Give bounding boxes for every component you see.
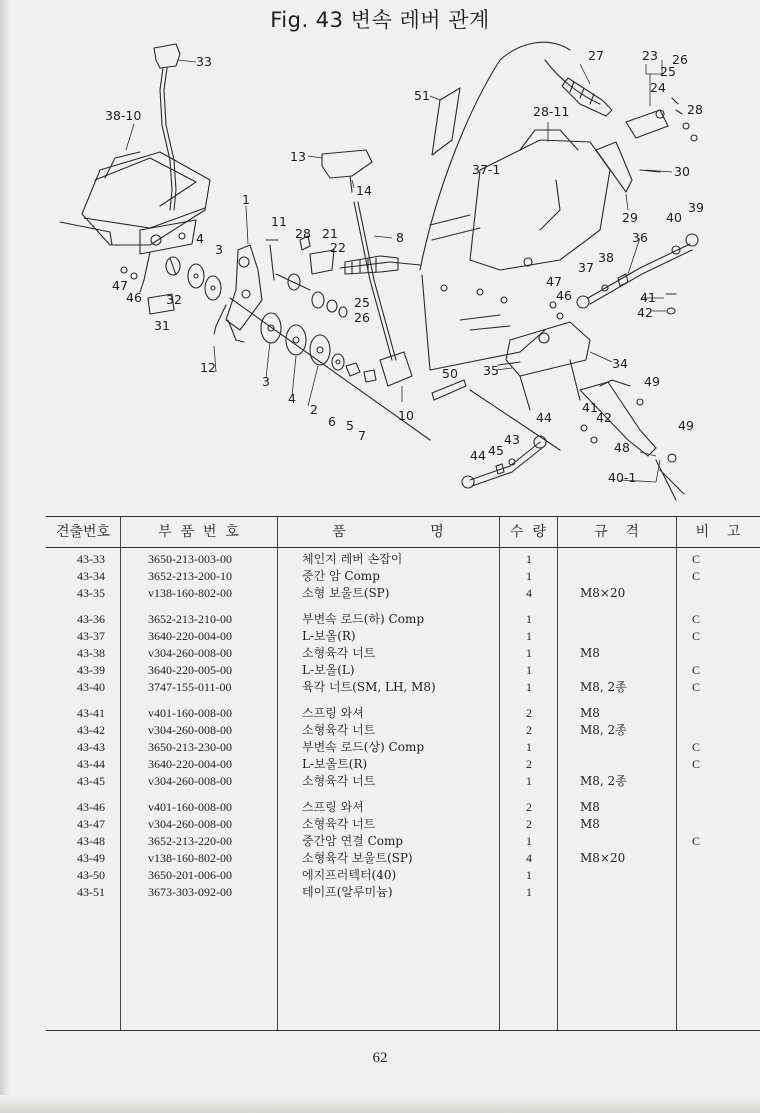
row-qty: 1: [526, 885, 532, 899]
callout-46-left: 46: [126, 290, 142, 305]
callout-28-top: 28: [687, 102, 703, 117]
callout-23: 23: [642, 48, 658, 63]
row-part-no: v138-160-802-00: [148, 851, 232, 865]
row-part-no: v304-260-008-00: [148, 723, 232, 737]
callout-36: 36: [632, 230, 648, 245]
callout-37-1: 37-1: [472, 162, 501, 177]
callout-38: 38: [598, 250, 614, 265]
row-qty: 1: [526, 834, 532, 848]
row-name: 소형육각 너트: [302, 646, 376, 660]
row-note: C: [691, 757, 700, 771]
callout-4-bottom: 4: [288, 391, 296, 406]
row-note: C: [691, 834, 700, 848]
row-qty: 2: [526, 800, 532, 814]
row-qty: 2: [526, 817, 532, 831]
callout-21: 21: [322, 226, 338, 241]
callout-42-right: 42: [637, 305, 653, 320]
callout-26: 26: [672, 52, 688, 67]
row-part-no: 3640-220-004-00: [148, 757, 232, 771]
row-no: 43-37: [77, 629, 105, 643]
table-row: [46, 662, 760, 679]
row-part-no: 3673-303-092-00: [148, 885, 232, 899]
row-name: 소형육각 너트: [302, 774, 376, 788]
table-row: [46, 628, 760, 645]
row-no: 43-51: [77, 885, 105, 899]
row-qty: 1: [526, 552, 532, 566]
callout-51: 51: [414, 88, 430, 103]
callout-37: 37: [578, 260, 594, 275]
row-no: 43-35: [77, 586, 105, 600]
table-row: [46, 568, 760, 585]
table-row: [46, 799, 760, 816]
callout-30: 30: [674, 164, 690, 179]
row-note: C: [691, 680, 700, 694]
callout-3-left: 3: [215, 242, 223, 257]
table-row: [46, 816, 760, 833]
row-part-no: 3652-213-200-10: [148, 569, 232, 583]
row-note: C: [691, 629, 700, 643]
callout-14: 14: [356, 183, 372, 198]
callout-22: 22: [330, 240, 346, 255]
row-note: C: [691, 569, 700, 583]
callout-38-10: 38-10: [105, 108, 142, 123]
callout-46-right: 46: [556, 288, 572, 303]
row-part-no: v138-160-802-00: [148, 586, 232, 600]
row-spec: M8, 2종: [580, 723, 627, 737]
row-no: 43-38: [77, 646, 105, 660]
callout-4-left: 4: [196, 231, 204, 246]
callout-6: 6: [328, 414, 336, 429]
header-qty: 수 량: [510, 524, 546, 540]
callout-41-right: 41: [640, 290, 656, 305]
callout-28-11: 28-11: [533, 104, 570, 119]
callout-12: 12: [200, 360, 216, 375]
row-name: L-보올(L): [302, 663, 355, 677]
row-part-no: 3640-220-004-00: [148, 629, 232, 643]
row-spec: M8×20: [580, 851, 626, 865]
callout-49-top: 49: [644, 374, 660, 389]
header-name: 품 명: [332, 524, 444, 540]
row-no: 43-47: [77, 817, 105, 831]
callout-10: 10: [398, 408, 414, 423]
row-qty: 2: [526, 757, 532, 771]
row-no: 43-50: [77, 868, 105, 882]
row-note: C: [691, 612, 700, 626]
callout-39: 39: [688, 200, 704, 215]
callout-32: 32: [166, 292, 182, 307]
row-qty: 1: [526, 646, 532, 660]
table-row: [46, 833, 760, 850]
row-part-no: 3747-155-011-00: [148, 680, 232, 694]
row-qty: 2: [526, 706, 532, 720]
table-row: [46, 773, 760, 790]
row-name: 육각 너트(SM, LH, M8): [302, 680, 436, 694]
row-note: C: [691, 663, 700, 677]
row-no: 43-33: [77, 552, 105, 566]
row-no: 43-43: [77, 740, 105, 754]
callout-25: 25: [660, 64, 676, 79]
callout-47-right: 47: [546, 274, 562, 289]
figure-title: Fig. 43 변속 레버 관계: [270, 8, 490, 32]
row-qty: 1: [526, 740, 532, 754]
callout-42-bottom: 42: [596, 410, 612, 425]
callout-24: 24: [650, 80, 666, 95]
row-spec: M8: [580, 800, 600, 814]
callout-31: 31: [154, 318, 170, 333]
row-part-no: 3650-213-003-00: [148, 552, 232, 566]
callout-3-bottom: 3: [262, 374, 270, 389]
callout-47-left: 47: [112, 278, 128, 293]
exploded-parts-diagram: [0, 30, 760, 515]
row-no: 43-39: [77, 663, 105, 677]
callout-48: 48: [614, 440, 630, 455]
table-row: [46, 679, 760, 696]
callout-27: 27: [588, 48, 604, 63]
row-qty: 4: [526, 586, 532, 600]
row-qty: 1: [526, 612, 532, 626]
diagram-callouts: [105, 48, 704, 485]
row-qty: 4: [526, 851, 532, 865]
row-name: 부변속 로드(상) Comp: [302, 740, 425, 754]
callout-49-bottom: 49: [678, 418, 694, 433]
row-qty: 1: [526, 680, 532, 694]
row-spec: M8×20: [580, 586, 626, 600]
row-qty: 1: [526, 569, 532, 583]
table-row: [46, 884, 760, 901]
page-bottom-edge: [0, 1095, 760, 1113]
row-qty: 1: [526, 663, 532, 677]
row-spec: M8: [580, 817, 600, 831]
row-name: 에지프러텍터(40): [302, 868, 397, 882]
header-note: 비 고: [695, 524, 741, 540]
row-no: 43-34: [77, 569, 105, 583]
row-name: 스프링 와셔: [302, 800, 364, 814]
row-no: 43-36: [77, 612, 105, 626]
row-no: 43-45: [77, 774, 105, 788]
header-part-no: 부 품 번 호: [158, 524, 239, 540]
row-part-no: v304-260-008-00: [148, 817, 232, 831]
row-part-no: v401-160-008-00: [148, 706, 232, 720]
callout-33: 33: [196, 54, 212, 69]
table-row: [46, 867, 760, 884]
page-number: 62: [372, 1050, 388, 1066]
callout-25-mid: 25: [354, 295, 370, 310]
row-note: C: [691, 552, 700, 566]
row-no: 43-46: [77, 800, 105, 814]
row-part-no: 3652-213-210-00: [148, 612, 232, 626]
row-no: 43-41: [77, 706, 105, 720]
row-spec: M8: [580, 646, 600, 660]
table-row: [46, 645, 760, 662]
row-name: 중간 암 Comp: [302, 569, 380, 583]
table-row: [46, 611, 760, 628]
row-no: 43-44: [77, 757, 105, 771]
row-note: C: [691, 740, 700, 754]
row-qty: 1: [526, 868, 532, 882]
table-row: [46, 756, 760, 773]
row-name: 부변속 로드(하) Comp: [302, 612, 425, 626]
row-qty: 1: [526, 774, 532, 788]
parts-table: [46, 516, 760, 1031]
row-part-no: 3652-213-220-00: [148, 834, 232, 848]
row-no: 43-49: [77, 851, 105, 865]
callout-40-1: 40-1: [608, 470, 637, 485]
row-spec: M8, 2종: [580, 774, 627, 788]
row-name: 소형육각 보울트(SP): [302, 851, 413, 865]
table-row: [46, 739, 760, 756]
callout-43: 43: [504, 432, 520, 447]
callout-8: 8: [396, 230, 404, 245]
callout-50: 50: [442, 366, 458, 381]
row-qty: 2: [526, 723, 532, 737]
header-spec: 규 격: [594, 524, 639, 540]
row-no: 43-42: [77, 723, 105, 737]
row-name: 소형육각 너트: [302, 723, 376, 737]
row-name: 중간암 연결 Comp: [302, 834, 404, 848]
row-part-no: v304-260-008-00: [148, 646, 232, 660]
callout-29: 29: [622, 210, 638, 225]
callout-1: 1: [242, 192, 250, 207]
row-part-no: 3650-213-230-00: [148, 740, 232, 754]
callout-5: 5: [346, 418, 354, 433]
table-row: [46, 585, 760, 602]
row-name: 체인지 레버 손잡이: [302, 552, 403, 566]
row-name: 스프링 와셔: [302, 706, 364, 720]
table-header: [46, 517, 760, 548]
table-row: [46, 705, 760, 722]
row-no: 43-48: [77, 834, 105, 848]
row-name: L-보올(R): [302, 629, 356, 643]
callout-26-mid: 26: [354, 310, 370, 325]
table-row: [46, 551, 760, 568]
row-spec: M8, 2종: [580, 680, 627, 694]
callout-44-bottom: 44: [470, 448, 486, 463]
callout-2: 2: [310, 402, 318, 417]
row-name: L-보올트(R): [302, 757, 368, 771]
row-name: 테이프(알루미늄): [302, 885, 393, 899]
row-name: 소형육각 너트: [302, 817, 376, 831]
callout-41-bottom: 41: [582, 400, 598, 415]
callout-28-mid: 28: [295, 226, 311, 241]
callout-11: 11: [271, 214, 287, 229]
row-part-no: v401-160-008-00: [148, 800, 232, 814]
row-qty: 1: [526, 629, 532, 643]
callout-34: 34: [612, 356, 628, 371]
callout-35: 35: [483, 363, 499, 378]
callout-45: 45: [488, 443, 504, 458]
row-part-no: 3650-201-006-00: [148, 868, 232, 882]
row-spec: M8: [580, 706, 600, 720]
callout-40: 40: [666, 210, 682, 225]
header-no: 견출번호: [55, 524, 111, 540]
callout-13: 13: [290, 149, 306, 164]
row-no: 43-40: [77, 680, 105, 694]
table-row: [46, 722, 760, 739]
table-row: [46, 850, 760, 867]
row-name: 소형 보울트(SP): [302, 586, 390, 600]
callout-44-mid: 44: [536, 410, 552, 425]
row-part-no: v304-260-008-00: [148, 774, 232, 788]
callout-7: 7: [358, 428, 366, 443]
row-part-no: 3640-220-005-00: [148, 663, 232, 677]
